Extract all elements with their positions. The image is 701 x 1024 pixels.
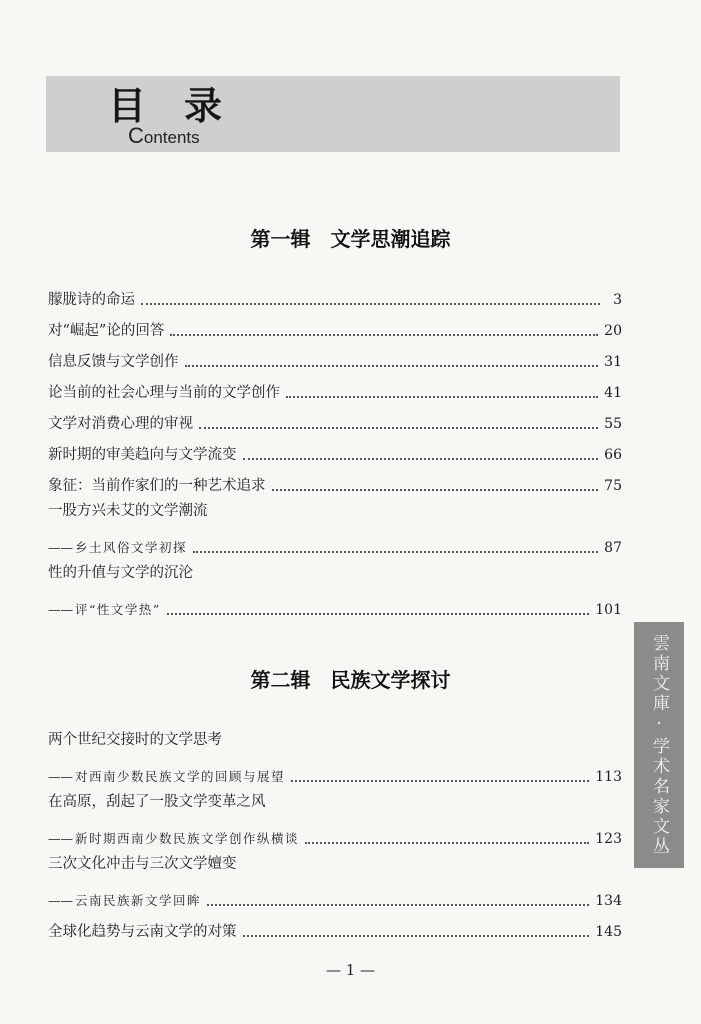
section-title-1: 第一辑 文学思潮追踪 [250, 227, 451, 251]
toc-entry-page: 101 [595, 602, 622, 618]
toc-entry-page: 75 [604, 478, 622, 494]
dash-mark: —— [48, 602, 73, 617]
dash-mark: —— [48, 769, 73, 784]
toc-entry-page: 134 [595, 893, 622, 909]
dot-leader [243, 458, 599, 460]
dot-leader [185, 365, 599, 367]
dash-mark: —— [48, 540, 73, 555]
dot-leader [291, 780, 589, 782]
toc-entry-title: 论当前的社会心理与当前的文学创作 [48, 385, 280, 401]
dot-leader [141, 303, 600, 305]
series-side-tab [634, 622, 684, 868]
toc-entry-subtitle-line[interactable] [48, 885, 622, 911]
series-name: 雲南文庫·学术名家文丛 [649, 634, 669, 857]
page-subtitle [128, 123, 200, 148]
toc-entry-page: 31 [604, 354, 622, 370]
toc-entry[interactable] [48, 346, 622, 372]
toc-entry[interactable] [48, 315, 622, 341]
toc-entry-page: 113 [595, 769, 622, 785]
toc-entry-subtitle: 对西南少数民族文学的回顾与展望 [75, 769, 286, 784]
toc-entry-subtitle-line[interactable] [48, 594, 622, 620]
toc-entry-title: 象征：当前作家们的一种艺术追求 [48, 478, 266, 494]
toc-entry-heading[interactable] [48, 730, 622, 756]
page-title: 目录 [108, 84, 261, 128]
toc-entry-title: 文学对消费心理的审视 [48, 416, 193, 432]
dot-leader [193, 551, 598, 553]
toc-entry-page: 66 [604, 447, 622, 463]
toc-entry-subtitle: 新时期西南少数民族文学创作纵横谈 [75, 831, 300, 846]
toc-entry-page: 123 [595, 831, 622, 847]
toc-entry-heading[interactable] [48, 854, 622, 880]
toc-entry-page: 3 [613, 292, 622, 308]
section-title-2: 第二辑 民族文学探讨 [250, 668, 451, 692]
toc-entry-subtitle-line[interactable] [48, 761, 622, 787]
dot-leader [167, 613, 589, 615]
toc-entry-title: 两个世纪交接时的文学思考 [48, 732, 222, 748]
dot-leader [243, 935, 590, 937]
toc-entry-title: 新时期的审美趋向与文学流变 [48, 447, 237, 463]
page-number: — 1 — [325, 961, 376, 979]
toc-entry-title: 性的升值与文学的沉沦 [48, 565, 193, 581]
toc-entry-page: 87 [604, 540, 622, 556]
dot-leader [272, 489, 599, 491]
toc-entry-subtitle: 评“性文学热” [75, 602, 161, 617]
toc-entry-page: 55 [604, 416, 622, 432]
dot-leader [305, 842, 589, 844]
toc-entry-title: 全球化趋势与云南文学的对策 [48, 924, 237, 940]
toc-entry-title: 对“崛起”论的回答 [48, 323, 165, 339]
toc-entry-title: 朦胧诗的命运 [48, 292, 135, 308]
toc-entry-title: 信息反馈与文学创作 [48, 354, 179, 370]
toc-entry-title: 三次文化冲击与三次文学嬗变 [48, 856, 237, 872]
toc-entry-heading[interactable] [48, 501, 622, 527]
toc-entry[interactable] [48, 377, 622, 403]
toc-entry[interactable] [48, 439, 622, 465]
dot-leader [207, 904, 589, 906]
toc-entry-heading[interactable] [48, 792, 622, 818]
dash-mark: —— [48, 893, 73, 908]
toc-entry-subtitle: 乡土风俗文学初探 [75, 540, 188, 555]
toc-entry-page: 41 [604, 385, 622, 401]
toc-entry-heading[interactable] [48, 563, 622, 589]
contents-header [46, 76, 620, 152]
toc-entry[interactable] [48, 408, 622, 434]
toc-entry[interactable] [48, 470, 622, 496]
dot-leader [199, 427, 598, 429]
toc-entry-subtitle-line[interactable] [48, 823, 622, 849]
dot-leader [286, 396, 598, 398]
toc-entry-title: 一股方兴未艾的文学潮流 [48, 503, 208, 519]
toc-entry[interactable] [48, 916, 622, 942]
toc-entry-title: 在高原，刮起了一股文学变革之风 [48, 794, 266, 810]
subtitle-capital: C [128, 123, 144, 148]
toc-entry-subtitle: 云南民族新文学回眸 [75, 893, 202, 908]
toc-entry[interactable] [48, 284, 622, 310]
toc-entry-page: 145 [595, 924, 622, 940]
toc-entry-subtitle-line[interactable] [48, 532, 622, 558]
subtitle-rest: ontents [143, 128, 200, 147]
dot-leader [170, 334, 598, 336]
toc-entry-page: 20 [604, 323, 622, 339]
dash-mark: —— [48, 831, 73, 846]
